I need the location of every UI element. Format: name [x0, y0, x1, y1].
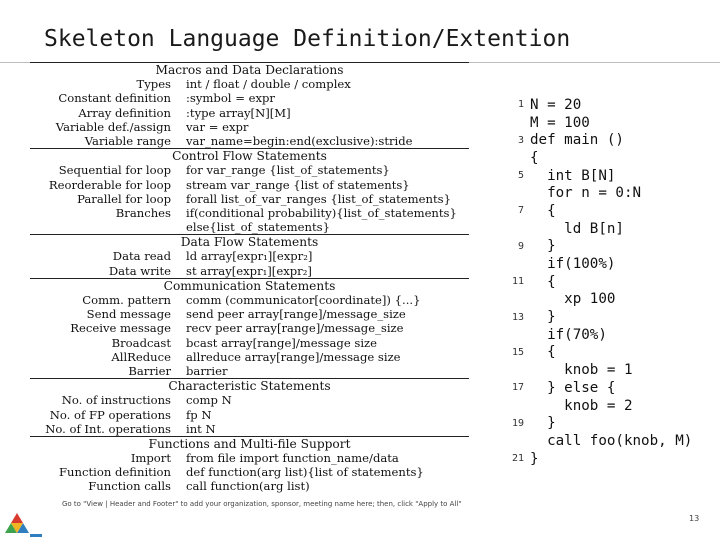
table-row	[30, 393, 469, 407]
row-syntax: st array[expr₁][expr₂]	[186, 263, 312, 278]
table-row	[30, 451, 469, 465]
code-text: {	[530, 344, 556, 361]
code-line	[498, 308, 692, 326]
row-syntax: comp N	[186, 393, 232, 408]
row-label: Array definition	[78, 105, 171, 120]
code-text: } else {	[530, 379, 616, 396]
code-line	[498, 96, 692, 114]
row-label: Parallel for loop	[77, 191, 171, 206]
row-syntax: var = expr	[186, 119, 249, 134]
code-text: int B[N]	[530, 167, 616, 184]
code-text: ld B[n]	[530, 220, 624, 237]
row-label: No. of Int. operations	[45, 421, 171, 436]
table-section	[30, 436, 469, 494]
line-number: 13	[511, 311, 524, 323]
row-label: No. of instructions	[61, 393, 171, 408]
code-line	[498, 114, 692, 132]
row-label: No. of FP operations	[49, 407, 171, 422]
row-syntax: barrier	[186, 363, 228, 378]
table-row	[30, 364, 469, 378]
row-label: Variable range	[84, 133, 171, 148]
row-label: Variable def./assign	[55, 119, 171, 134]
row-syntax: for var_range {list_of_statements}	[186, 163, 390, 178]
row-syntax: allreduce array[range]/message size	[186, 349, 401, 364]
code-text: }	[530, 450, 539, 467]
code-line	[498, 131, 692, 149]
slide-title: Skeleton Language Definition/Extention	[44, 26, 571, 52]
row-label: Constant definition	[58, 91, 171, 106]
code-line	[498, 202, 692, 220]
section-heading: Data Flow Statements	[180, 235, 319, 250]
code-text: M = 100	[530, 114, 590, 131]
table-section	[30, 62, 469, 148]
row-label: Function calls	[88, 479, 171, 494]
row-label: Reorderable for loop	[48, 177, 171, 192]
code-line	[498, 379, 692, 397]
table-section	[30, 278, 469, 378]
row-label: Sequential for loop	[58, 163, 171, 178]
table-row	[30, 422, 469, 436]
line-number: 3	[517, 134, 524, 146]
table-row	[30, 220, 469, 234]
table-row	[30, 134, 469, 148]
row-label: Comm. pattern	[82, 293, 171, 307]
table-row	[30, 350, 469, 364]
language-definition-table	[30, 62, 469, 494]
row-syntax: recv peer array[range]/message_size	[186, 321, 404, 336]
row-syntax: ld array[expr₁][expr₂]	[186, 249, 313, 264]
row-syntax: fp N	[186, 407, 212, 422]
row-syntax: forall list_of_var_ranges {list_of_statements}	[186, 191, 451, 206]
table-row	[30, 479, 469, 493]
table-row	[30, 307, 469, 321]
line-number: 9	[517, 240, 524, 252]
section-heading: Characteristic Statements	[168, 379, 331, 394]
code-line	[498, 220, 692, 238]
code-text: if(70%)	[530, 326, 607, 343]
logo-red-triangle	[11, 513, 23, 523]
row-label: AllReduce	[111, 349, 171, 364]
code-text: }	[530, 415, 556, 432]
table-row	[30, 206, 469, 220]
row-syntax: var_name=begin:end(exclusive):stride	[186, 133, 413, 148]
code-line	[498, 167, 692, 185]
code-text: knob = 1	[530, 362, 633, 379]
code-text: xp 100	[530, 291, 616, 308]
table-row	[30, 408, 469, 422]
organization-logo-icon	[4, 512, 30, 534]
code-line	[498, 149, 692, 167]
row-syntax: int N	[186, 421, 216, 436]
row-syntax: send peer array[range]/message_size	[186, 307, 406, 322]
footer-accent-bar	[30, 534, 42, 537]
line-number: 21	[511, 453, 524, 465]
table-row	[30, 336, 469, 350]
code-text: {	[530, 202, 556, 219]
table-row	[30, 465, 469, 479]
row-syntax: else{list_of_statements}	[186, 220, 330, 235]
row-syntax: :type array[N][M]	[186, 105, 291, 120]
row-label: Import	[130, 451, 171, 466]
footer-text: Go to "View | Header and Footer" to add your organization, sponsor, meeting name here; then, click "Apply to All"	[62, 500, 462, 508]
row-syntax: if(conditional probability){list_of_statements}	[186, 205, 457, 220]
code-line	[498, 432, 692, 450]
code-line	[498, 414, 692, 432]
row-syntax: comm (communicator[coordinate]) {...}	[186, 293, 421, 307]
section-heading: Communication Statements	[163, 278, 336, 293]
code-line	[498, 255, 692, 273]
row-label: Broadcast	[111, 335, 171, 350]
row-label: Barrier	[128, 363, 171, 378]
row-label	[30, 220, 186, 234]
table-row	[30, 192, 469, 206]
table-row	[30, 321, 469, 335]
table-row	[30, 120, 469, 134]
code-text: knob = 2	[530, 397, 633, 414]
row-syntax: from file import function_name/data	[186, 451, 399, 466]
code-text: }	[530, 238, 556, 255]
code-line	[498, 238, 692, 256]
table-row	[30, 77, 469, 91]
table-section	[30, 148, 469, 234]
line-number: 11	[511, 276, 524, 288]
code-line	[498, 450, 692, 468]
table-row	[30, 249, 469, 263]
table-row	[30, 264, 469, 278]
code-line	[498, 361, 692, 379]
code-text: {	[530, 273, 556, 290]
code-line	[498, 397, 692, 415]
row-syntax: call function(arg list)	[186, 479, 310, 494]
row-syntax: int / float / double / complex	[186, 77, 351, 92]
row-label: Send message	[86, 307, 171, 322]
table-row	[30, 163, 469, 177]
code-text: }	[530, 309, 556, 326]
section-heading: Control Flow Statements	[172, 149, 327, 164]
code-text: def main ()	[530, 132, 624, 149]
row-label: Data write	[108, 263, 171, 278]
section-heading: Functions and Multi-file Support	[148, 436, 351, 451]
row-syntax: :symbol = expr	[186, 91, 275, 106]
table-section	[30, 378, 469, 436]
table-row	[30, 293, 469, 307]
code-listing	[498, 96, 692, 467]
line-number: 17	[511, 382, 524, 394]
line-number: 5	[517, 170, 524, 182]
table-row	[30, 178, 469, 192]
code-line	[498, 184, 692, 202]
row-label: Types	[136, 77, 171, 92]
code-line	[498, 344, 692, 362]
line-number: 7	[517, 205, 524, 217]
row-syntax: bcast array[range]/message size	[186, 335, 377, 350]
code-text: for n = 0:N	[530, 185, 642, 202]
row-syntax: stream var_range {list of statements}	[186, 177, 410, 192]
row-label: Data read	[112, 249, 171, 264]
code-line	[498, 273, 692, 291]
code-text: N = 20	[530, 96, 582, 113]
table-row	[30, 106, 469, 120]
row-label: Branches	[115, 205, 171, 220]
row-syntax: def function(arg list){list of statements}	[186, 465, 424, 480]
table-row	[30, 91, 469, 105]
row-label: Function definition	[59, 465, 171, 480]
section-heading: Macros and Data Declarations	[155, 63, 344, 77]
code-line	[498, 291, 692, 309]
table-section	[30, 234, 469, 278]
row-label: Receive message	[70, 321, 171, 336]
code-text: {	[530, 149, 539, 166]
line-number: 1	[517, 99, 524, 111]
line-number: 15	[511, 346, 524, 358]
code-line	[498, 326, 692, 344]
code-text: call foo(knob, M)	[530, 432, 693, 449]
line-number: 19	[511, 417, 524, 429]
code-text: if(100%)	[530, 256, 616, 273]
page-number: 13	[689, 514, 700, 523]
